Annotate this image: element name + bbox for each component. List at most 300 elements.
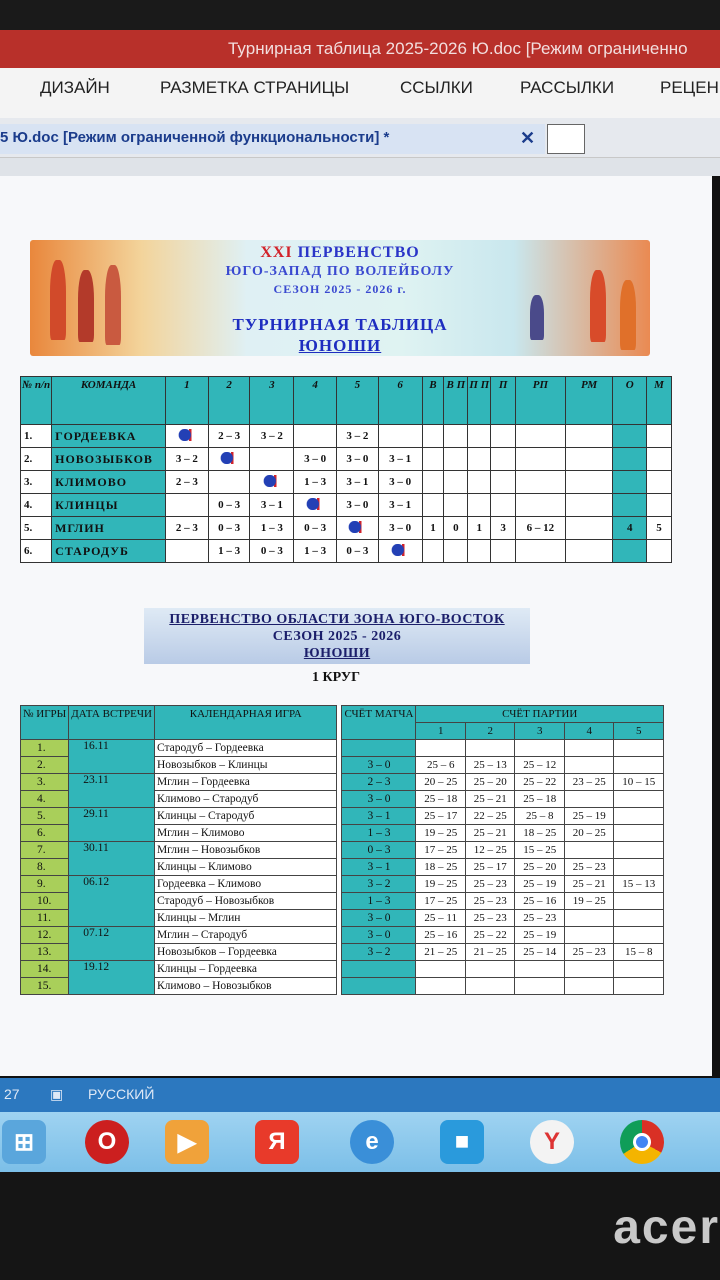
standings-cell bbox=[565, 540, 613, 563]
team-name: ГОРДЕЕВКА bbox=[52, 425, 166, 448]
set-score bbox=[564, 757, 614, 774]
game-number: 11. bbox=[21, 910, 69, 927]
standings-cell bbox=[165, 494, 208, 517]
standings-header-cell: О bbox=[613, 377, 647, 425]
game-matchup: Климово – Новозыбков bbox=[154, 978, 337, 995]
set-score bbox=[614, 927, 664, 944]
standings-header-cell: РП bbox=[516, 377, 566, 425]
set-score: 22 – 25 bbox=[465, 808, 515, 825]
standings-cell: 6 – 12 bbox=[516, 517, 566, 540]
ribbon-tabs bbox=[0, 68, 720, 118]
standings-cell: 1 – 3 bbox=[294, 471, 337, 494]
standings-cell: 3 – 2 bbox=[337, 425, 379, 448]
volleyball-logo-icon bbox=[389, 544, 411, 556]
spellcheck-icon[interactable]: ▣ bbox=[50, 1086, 64, 1102]
game-number: 4. bbox=[21, 791, 69, 808]
set-score bbox=[614, 910, 664, 927]
match-score: 3 – 2 bbox=[342, 944, 416, 961]
set-score bbox=[614, 757, 664, 774]
standings-cell: 3 – 2 bbox=[250, 425, 294, 448]
standings-cell: 2 – 3 bbox=[208, 425, 250, 448]
game-date: 23.11 bbox=[69, 774, 155, 791]
standings-row bbox=[21, 425, 672, 448]
volleyball-logo-icon bbox=[261, 475, 283, 487]
standings-cell: 2 – 3 bbox=[165, 471, 208, 494]
standings-cell bbox=[565, 471, 613, 494]
new-tab-button[interactable] bbox=[547, 124, 585, 154]
set-score: 25 – 18 bbox=[515, 791, 565, 808]
game-number: 15. bbox=[21, 978, 69, 995]
schedule-row bbox=[21, 842, 664, 859]
standings-cell: 3 – 1 bbox=[378, 448, 422, 471]
banner-line-4: ТУРНИРНАЯ ТАБЛИЦА bbox=[232, 315, 448, 334]
match-score: 1 – 3 bbox=[342, 825, 416, 842]
header-set-score: СЧЁТ ПАРТИИ bbox=[416, 706, 664, 723]
set-score: 25 – 19 bbox=[515, 876, 565, 893]
standings-cell bbox=[647, 540, 672, 563]
standings-cell: 0 – 3 bbox=[337, 540, 379, 563]
standings-cell bbox=[516, 494, 566, 517]
set-number-header: 2 bbox=[465, 723, 515, 740]
team-number: 5. bbox=[21, 517, 52, 540]
set-score: 25 – 22 bbox=[515, 774, 565, 791]
team-number: 1. bbox=[21, 425, 52, 448]
set-score: 20 – 25 bbox=[564, 825, 614, 842]
team-name: КЛИМОВО bbox=[52, 471, 166, 494]
game-matchup: Клинцы – Мглин bbox=[154, 910, 337, 927]
match-score: 0 – 3 bbox=[342, 842, 416, 859]
team-number: 2. bbox=[21, 448, 52, 471]
game-matchup: Новозыбков – Гордеевка bbox=[154, 944, 337, 961]
standings-header-cell: 1 bbox=[165, 377, 208, 425]
match-score bbox=[342, 740, 416, 757]
set-score: 12 – 25 bbox=[465, 842, 515, 859]
set-score: 25 – 20 bbox=[515, 859, 565, 876]
game-number: 3. bbox=[21, 774, 69, 791]
standings-cell bbox=[250, 448, 294, 471]
schedule-row bbox=[21, 944, 664, 961]
close-icon[interactable]: ✕ bbox=[520, 128, 536, 148]
standings-header-cell: № п/п bbox=[21, 377, 52, 425]
header-match-score: СЧЁТ МАТЧА bbox=[342, 706, 416, 740]
standings-cell: 3 – 1 bbox=[337, 471, 379, 494]
ruler bbox=[0, 158, 720, 176]
standings-cell bbox=[468, 540, 491, 563]
schedule-row bbox=[21, 876, 664, 893]
set-score bbox=[614, 961, 664, 978]
set-score: 25 – 8 bbox=[515, 808, 565, 825]
set-score: 25 – 23 bbox=[465, 910, 515, 927]
standings-cell: 0 – 3 bbox=[250, 540, 294, 563]
game-date bbox=[69, 893, 155, 910]
window-title: Турнирная таблица 2025-2026 Ю.doc [Режим ограниченно bbox=[228, 39, 688, 58]
set-score: 25 – 19 bbox=[564, 808, 614, 825]
game-matchup: Стародуб – Гордеевка bbox=[154, 740, 337, 757]
schedule-row bbox=[21, 825, 664, 842]
match-score: 3 – 1 bbox=[342, 859, 416, 876]
set-score: 23 – 25 bbox=[564, 774, 614, 791]
set-score: 25 – 23 bbox=[465, 876, 515, 893]
set-score bbox=[564, 927, 614, 944]
set-score: 25 – 20 bbox=[465, 774, 515, 791]
header-date: ДАТА ВСТРЕЧИ bbox=[69, 706, 155, 740]
set-score: 17 – 25 bbox=[416, 842, 466, 859]
set-score: 25 – 21 bbox=[465, 791, 515, 808]
team-number: 3. bbox=[21, 471, 52, 494]
set-score: 19 – 25 bbox=[416, 825, 466, 842]
standings-cell bbox=[647, 425, 672, 448]
set-score bbox=[614, 791, 664, 808]
set-score: 19 – 25 bbox=[416, 876, 466, 893]
game-date bbox=[69, 859, 155, 876]
schedule-row bbox=[21, 791, 664, 808]
standings-cell bbox=[491, 494, 516, 517]
section-heading-line-3: ЮНОШИ bbox=[303, 646, 371, 661]
set-score bbox=[465, 961, 515, 978]
schedule-row bbox=[21, 808, 664, 825]
standings-cell bbox=[491, 540, 516, 563]
tab-design[interactable]: ДИЗАЙН bbox=[40, 78, 110, 97]
banner-line-1: XXI ПЕРВЕНСТВО bbox=[260, 244, 420, 261]
game-date bbox=[69, 757, 155, 774]
set-score bbox=[614, 808, 664, 825]
standings-header-cell: М bbox=[647, 377, 672, 425]
set-score bbox=[564, 961, 614, 978]
ie-icon[interactable]: e bbox=[350, 1120, 394, 1164]
standings-cell bbox=[468, 471, 491, 494]
standings-cell bbox=[516, 425, 566, 448]
volleyball-logo-icon bbox=[304, 498, 326, 510]
standings-cell bbox=[468, 448, 491, 471]
header-game: КАЛЕНДАРНАЯ ИГРА bbox=[154, 706, 337, 740]
set-score: 25 – 16 bbox=[515, 893, 565, 910]
standings-cell bbox=[647, 448, 672, 471]
standings-cell bbox=[613, 425, 647, 448]
standings-cell: 1 – 3 bbox=[250, 517, 294, 540]
set-score: 25 – 11 bbox=[416, 910, 466, 927]
standings-header-cell: 2 bbox=[208, 377, 250, 425]
standings-cell bbox=[516, 448, 566, 471]
windows-icon[interactable]: ⊞ bbox=[2, 1120, 46, 1164]
standings-row bbox=[21, 494, 672, 517]
standings-cell: 3 – 0 bbox=[378, 517, 422, 540]
standings-cell bbox=[444, 494, 468, 517]
standings-cell: 2 – 3 bbox=[165, 517, 208, 540]
set-score: 17 – 25 bbox=[416, 893, 466, 910]
page-number: 27 bbox=[4, 1086, 20, 1102]
tab-page-layout[interactable]: РАЗМЕТКА СТРАНИЦЫ bbox=[160, 78, 350, 97]
match-score: 3 – 0 bbox=[342, 910, 416, 927]
game-date: 06.12 bbox=[69, 876, 155, 893]
camera-icon[interactable]: ■ bbox=[440, 1120, 484, 1164]
document-tab-bar bbox=[0, 118, 720, 158]
standings-cell: 3 – 1 bbox=[378, 494, 422, 517]
standings-cell bbox=[491, 448, 516, 471]
language-indicator[interactable]: РУССКИЙ bbox=[88, 1086, 155, 1102]
standings-cell bbox=[422, 494, 444, 517]
chrome-icon[interactable] bbox=[620, 1120, 664, 1164]
standings-cell bbox=[165, 540, 208, 563]
schedule-row bbox=[21, 978, 664, 995]
standings-header-cell: 3 bbox=[250, 377, 294, 425]
monitor-brand-logo: acer bbox=[613, 1201, 720, 1254]
game-date: 07.12 bbox=[69, 927, 155, 944]
standings-cell: 1 bbox=[422, 517, 444, 540]
set-score bbox=[564, 978, 614, 995]
set-score bbox=[614, 859, 664, 876]
standings-row bbox=[21, 448, 672, 471]
standings-cell: 1 bbox=[468, 517, 491, 540]
standings-cell bbox=[647, 471, 672, 494]
match-score: 3 – 0 bbox=[342, 927, 416, 944]
standings-cell: 5 bbox=[647, 517, 672, 540]
document-tab[interactable] bbox=[0, 124, 545, 154]
standings-cell: 1 – 3 bbox=[294, 540, 337, 563]
set-score bbox=[515, 978, 565, 995]
game-matchup: Гордеевка – Климово bbox=[154, 876, 337, 893]
game-date bbox=[69, 825, 155, 842]
set-score: 25 – 17 bbox=[465, 859, 515, 876]
game-matchup: Мглин – Стародуб bbox=[154, 927, 337, 944]
game-matchup: Мглин – Новозыбков bbox=[154, 842, 337, 859]
self-match-logo-cell bbox=[294, 494, 337, 517]
standings-cell: 3 – 0 bbox=[337, 494, 379, 517]
set-number-header: 4 bbox=[564, 723, 614, 740]
game-date: 16.11 bbox=[69, 740, 155, 757]
set-score bbox=[416, 740, 466, 757]
game-number: 2. bbox=[21, 757, 69, 774]
game-matchup: Стародуб – Новозыбков bbox=[154, 893, 337, 910]
monitor-bezel-top bbox=[0, 0, 720, 30]
monitor-bezel-bottom bbox=[0, 1172, 720, 1280]
standings-cell: 0 – 3 bbox=[208, 517, 250, 540]
game-date bbox=[69, 944, 155, 961]
volleyball-logo-icon bbox=[346, 521, 368, 533]
standings-cell bbox=[565, 494, 613, 517]
set-score: 15 – 25 bbox=[515, 842, 565, 859]
set-number-header: 5 bbox=[614, 723, 664, 740]
standings-row bbox=[21, 540, 672, 563]
game-number: 10. bbox=[21, 893, 69, 910]
standings-row bbox=[21, 471, 672, 494]
standings-row bbox=[21, 517, 672, 540]
game-date: 19.12 bbox=[69, 961, 155, 978]
team-number: 4. bbox=[21, 494, 52, 517]
banner-line-5: ЮНОШИ bbox=[298, 336, 382, 355]
media-icon[interactable]: ▶ bbox=[165, 1120, 209, 1164]
set-score: 25 – 23 bbox=[564, 944, 614, 961]
schedule-row bbox=[21, 910, 664, 927]
set-score bbox=[465, 740, 515, 757]
set-score bbox=[614, 978, 664, 995]
standings-cell: 0 – 3 bbox=[294, 517, 337, 540]
team-name: СТАРОДУБ bbox=[52, 540, 166, 563]
game-number: 9. bbox=[21, 876, 69, 893]
self-match-logo-cell bbox=[337, 517, 379, 540]
standings-header-cell: 6 bbox=[378, 377, 422, 425]
match-score bbox=[342, 978, 416, 995]
set-score: 21 – 25 bbox=[465, 944, 515, 961]
standings-cell bbox=[613, 494, 647, 517]
standings-cell: 0 bbox=[444, 517, 468, 540]
schedule-row bbox=[21, 859, 664, 876]
set-score bbox=[564, 740, 614, 757]
game-date bbox=[69, 978, 155, 995]
set-score bbox=[465, 978, 515, 995]
standings-cell bbox=[613, 471, 647, 494]
set-score: 10 – 15 bbox=[614, 774, 664, 791]
volleyball-logo-icon bbox=[176, 429, 198, 441]
standings-header-cell: П bbox=[491, 377, 516, 425]
game-date bbox=[69, 910, 155, 927]
document-tab-label: 5 Ю.doc [Режим ограниченной функциональности] * bbox=[0, 129, 390, 146]
game-number: 5. bbox=[21, 808, 69, 825]
standings-header-cell: В П bbox=[444, 377, 468, 425]
standings-cell: 3 – 1 bbox=[250, 494, 294, 517]
self-match-logo-cell bbox=[250, 471, 294, 494]
game-matchup: Клинцы – Климово bbox=[154, 859, 337, 876]
set-score: 18 – 25 bbox=[515, 825, 565, 842]
team-name: МГЛИН bbox=[52, 517, 166, 540]
standings-cell bbox=[647, 494, 672, 517]
tab-mailings[interactable]: РАССЫЛКИ bbox=[520, 78, 615, 97]
section-heading-line-2: СЕЗОН 2025 - 2026 bbox=[272, 629, 402, 644]
team-name: КЛИНЦЫ bbox=[52, 494, 166, 517]
tab-references[interactable]: ССЫЛКИ bbox=[400, 78, 473, 97]
schedule-row bbox=[21, 740, 664, 757]
taskbar bbox=[0, 1112, 720, 1172]
tab-review[interactable]: РЕЦЕН bbox=[660, 78, 719, 97]
section-heading-box bbox=[144, 608, 530, 664]
game-number: 13. bbox=[21, 944, 69, 961]
standings-cell bbox=[565, 517, 613, 540]
standings-cell bbox=[613, 448, 647, 471]
game-number: 7. bbox=[21, 842, 69, 859]
schedule-row bbox=[21, 927, 664, 944]
game-matchup: Мглин – Климово bbox=[154, 825, 337, 842]
match-score: 3 – 0 bbox=[342, 791, 416, 808]
standings-header-cell: 4 bbox=[294, 377, 337, 425]
schedule-row bbox=[21, 757, 664, 774]
self-match-logo-cell bbox=[208, 448, 250, 471]
standings-cell bbox=[468, 425, 491, 448]
schedule-row bbox=[21, 961, 664, 978]
set-score: 21 – 25 bbox=[416, 944, 466, 961]
volleyball-logo-icon bbox=[218, 452, 240, 464]
match-score: 3 – 1 bbox=[342, 808, 416, 825]
set-score: 25 – 17 bbox=[416, 808, 466, 825]
standings-cell bbox=[565, 448, 613, 471]
set-score bbox=[416, 978, 466, 995]
game-number: 6. bbox=[21, 825, 69, 842]
set-score: 15 – 8 bbox=[614, 944, 664, 961]
standings-cell bbox=[444, 471, 468, 494]
standings-cell bbox=[422, 448, 444, 471]
header-game-num: № ИГРЫ bbox=[21, 706, 69, 740]
set-score bbox=[614, 825, 664, 842]
match-score bbox=[342, 961, 416, 978]
set-score: 25 – 14 bbox=[515, 944, 565, 961]
set-score bbox=[416, 961, 466, 978]
standings-cell: 3 – 0 bbox=[294, 448, 337, 471]
set-score: 25 – 18 bbox=[416, 791, 466, 808]
game-date: 30.11 bbox=[69, 842, 155, 859]
schedule-row bbox=[21, 893, 664, 910]
set-score: 25 – 13 bbox=[465, 757, 515, 774]
standings-cell bbox=[444, 540, 468, 563]
standings-header-cell: В bbox=[422, 377, 444, 425]
opera-icon[interactable]: O bbox=[85, 1120, 129, 1164]
yandex-icon[interactable]: Я bbox=[255, 1120, 299, 1164]
set-score bbox=[564, 791, 614, 808]
status-bar bbox=[0, 1078, 720, 1112]
set-score: 25 – 23 bbox=[465, 893, 515, 910]
match-score: 3 – 0 bbox=[342, 757, 416, 774]
standings-cell bbox=[444, 448, 468, 471]
set-score: 25 – 22 bbox=[465, 927, 515, 944]
standings-cell: 0 – 3 bbox=[208, 494, 250, 517]
set-score: 25 – 6 bbox=[416, 757, 466, 774]
set-score bbox=[614, 893, 664, 910]
standings-cell bbox=[422, 471, 444, 494]
game-matchup: Климово – Стародуб bbox=[154, 791, 337, 808]
set-score bbox=[564, 842, 614, 859]
game-number: 12. bbox=[21, 927, 69, 944]
standings-cell bbox=[422, 425, 444, 448]
standings-cell bbox=[422, 540, 444, 563]
standings-cell bbox=[444, 425, 468, 448]
game-matchup: Клинцы – Гордеевка bbox=[154, 961, 337, 978]
set-number-header: 3 bbox=[515, 723, 565, 740]
set-score: 15 – 13 bbox=[614, 876, 664, 893]
set-score bbox=[614, 842, 664, 859]
standings-cell: 3 – 0 bbox=[378, 471, 422, 494]
standings-cell bbox=[565, 425, 613, 448]
round-label: 1 КРУГ bbox=[312, 670, 361, 685]
window-title-bar bbox=[0, 30, 720, 68]
set-score: 20 – 25 bbox=[416, 774, 466, 791]
banner-line-2: ЮГО-ЗАПАД ПО ВОЛЕЙБОЛУ bbox=[225, 264, 455, 279]
set-score: 25 – 16 bbox=[416, 927, 466, 944]
match-score: 1 – 3 bbox=[342, 893, 416, 910]
banner-line-3: СЕЗОН 2025 - 2026 г. bbox=[273, 282, 407, 296]
set-score: 19 – 25 bbox=[564, 893, 614, 910]
set-score bbox=[564, 910, 614, 927]
tournament-banner bbox=[30, 240, 650, 356]
standings-cell bbox=[491, 471, 516, 494]
set-score: 25 – 23 bbox=[564, 859, 614, 876]
standings-cell: 3 – 0 bbox=[337, 448, 379, 471]
standings-cell bbox=[378, 425, 422, 448]
schedule-table bbox=[20, 705, 664, 995]
standings-cell: 3 bbox=[491, 517, 516, 540]
set-score bbox=[614, 740, 664, 757]
game-matchup: Мглин – Гордеевка bbox=[154, 774, 337, 791]
standings-header-cell: РМ bbox=[565, 377, 613, 425]
standings-cell bbox=[208, 471, 250, 494]
standings-cell: 1 – 3 bbox=[208, 540, 250, 563]
standings-cell bbox=[516, 540, 566, 563]
standings-cell bbox=[613, 540, 647, 563]
set-score: 25 – 21 bbox=[465, 825, 515, 842]
set-score bbox=[515, 961, 565, 978]
yandex-browser-icon[interactable]: Y bbox=[530, 1120, 574, 1164]
standings-table bbox=[20, 376, 672, 563]
game-number: 8. bbox=[21, 859, 69, 876]
set-score: 25 – 12 bbox=[515, 757, 565, 774]
standings-cell: 3 – 2 bbox=[165, 448, 208, 471]
set-score: 25 – 19 bbox=[515, 927, 565, 944]
